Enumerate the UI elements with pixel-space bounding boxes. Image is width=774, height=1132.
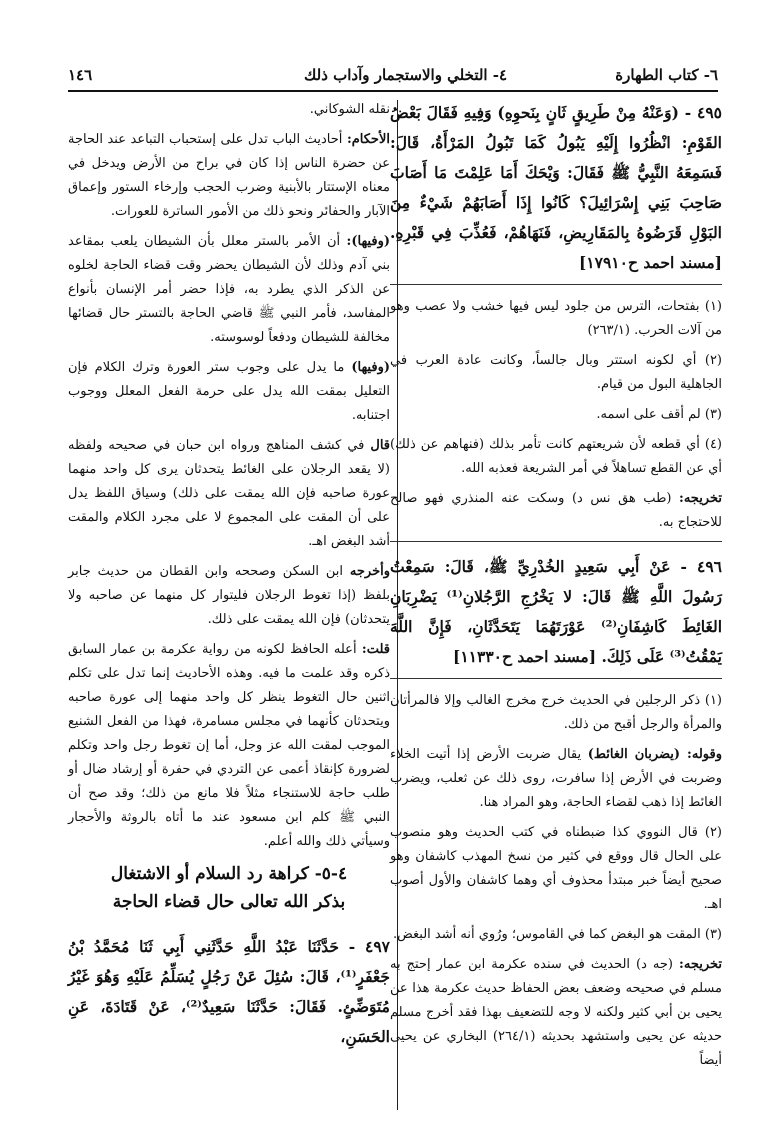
akhraja-label: وأخرجه [349, 564, 390, 579]
qawluhu-label: وقوله: (يضربان الغائط) [587, 747, 722, 762]
hadith-497: ٤٩٧ - حَدَّثَنَا عَبْدُ اللَّهِ حَدَّثَنِي أَبِي ثَنَا مُحَمَّدُ بْنُ جَعْفَرٍ⁽¹⁾، قَالَ: سُئِلَ عَنْ رَجُلٍ يُسَلِّمُ عَلَيْهِ وَهُوَ غَيْرُ مُتَوَضِّئٍ. فَقَالَ: حَدَّثَنَا سَعِيدٌ⁽²⁾، عَنْ قَتَادَةَ، عَنِ الحَسَنِ، [68, 937, 390, 1046]
right-column [390, 98, 722, 1079]
ahkam-text: أحاديث الباب تدل على إستحباب التباعد عند الحاجة عن حضرة الناس إذا كان في براح من الأرض ويدخل في معناه الإستتار بالأبنية وضرب الحجب وإرخاء الستور وإعماق الآبار والحفائر ونحو ذلك من الأمور الساترة للعورات. [68, 132, 390, 219]
hadith-495: ٤٩٥ - (وَعَنْهُ مِنْ طَرِيقٍ ثَانٍ بِنَحوِهِ) وَفِيهِ فَقَالَ بَعْضُ القَوْمِ: انْظُرُوا إِلَيْهِ يَبُولُ كَمَا تَبُولُ المَرْأَةُ، قَالَ: فَسَمِعَهُ النَّبِيُّ ﷺ فَقَالَ: وَيْحَكَ أَمَا عَلِمْتَ مَا أَصَابَ صَاحِبَ بَنِي إِسْرَائِيلَ؟ كَانُوا إِذَا أَصَابَهُمْ شَيْءٌ مِنَ البَوْلِ قَرَضُوهُ بِالمَقَارِيضِ، فَنَهَاهُمْ، فَعُذِّبَ فِي قَبْرِهِ. [مسند احمد ح١٧٩١٠] [390, 103, 722, 272]
chapter-title: ٦- كتاب الطهارة [615, 66, 718, 84]
footnote-separator-2 [390, 678, 722, 679]
footnote-496-2: (٢) قال النووي كذا ضبطناه في كتب الحديث وهو منصوب على الحال قال ووقع في كثير من نسخ المهذب كاشفان وهو صحيح أيضاً خبر مبتدأ محذوف أي وهما كاشفان والأول أصوب اهـ. [390, 825, 722, 912]
page-number: ١٤٦ [68, 66, 93, 84]
fiha-1-paragraph [68, 230, 390, 350]
qultu-label: قلت: [361, 642, 390, 657]
qala-text: في كشف المناهج ورواه ابن حبان في صحيحه ولفظه (لا يقعد الرجلان على الغائط يتحدثان يرى كل واحد منهما عورة صاحبه فإن الله يمقت على ذلك) وسياق اللفظ يدل على أن المقت على المجموع لا على مجرد الكلام والمقت أشد البغض اهـ. [68, 438, 390, 549]
ahkam-label: الأحكام: [346, 132, 390, 147]
footnote-separator [390, 284, 722, 285]
takhrij-1-text: (طب هق نس د) وسكت عنه المنذري فهو صالح للاحتجاج به. [390, 491, 722, 530]
takhrij-2 [390, 953, 722, 1073]
header-rule [68, 90, 718, 92]
footnote-1: (١) بفتحات، الترس من جلود ليس فيها خشب ولا عصب وهو من آلات الحرب. (٢٦٣/١) [390, 299, 722, 338]
qala-paragraph [68, 434, 390, 554]
hadith-separator [390, 541, 722, 542]
left-column [68, 98, 390, 1058]
fiha-1-text: أن الأمر بالستر معلل بأن الشيطان يلعب بمقاعد بني آدم وذلك لأن الشيطان يحضر وقت قضاء الحاجة لخلوه عن الذكر الذي يطرد به، فإذا حضر أمر الإنسان بأنواع المفاسد، فأمر النبي ﷺ قاضي الحاجة بالتستر حال قضائها مخالفة للشيطان ودفعاً لوسوسته. [68, 234, 390, 345]
footnote-2: (٢) أي لكونه استتر وبال جالساً، وكانت عادة العرب في الجاهلية البول من قيام. [390, 353, 722, 392]
fiha-2-paragraph [68, 356, 390, 428]
takhrij-1 [390, 487, 722, 535]
shawkani-line: نقله الشوكاني. [309, 102, 390, 117]
qultu-text: أعله الحافظ لكونه من رواية عكرمة بن عمار السابق ذكره وقد علمت ما فيه. وهذه الأحاديث إنما تدل على تكلم اثنين حال التغوط ينظر كل واحد منهما إلى عورة صاحبه ويتحدثان كأنهما في مجلس مسامرة، فهذا من الفعل الشنيع الموجب لمقت الله عز وجل، أما إن تغوط رجل واحد وتكلم لضرورة كإنقاذ أعمى عن التردي في حفرة أو إرشاد ضال أو طلب حاجة للاستنجاء مثلاً فلا مانع من ذلك؛ وقد صح أن النبي ﷺ كلم ابن مسعود عند ما أتاه بالروثة والأحجار وسيأتي ذلك والله أعلم. [68, 642, 390, 849]
takhrij-1-label: تخريجه: [679, 491, 722, 506]
footnote-3: (٣) لم أقف على اسمه. [596, 407, 722, 422]
footnote-4: (٤) أي قطعه لأن شريعتهم كانت تأمر بذلك (فنهاهم عن ذلك) أي عن القطع تساهلاً في أمر الشريعة فعذبه الله. [390, 437, 722, 476]
fiha-1-label: (وفيها): [346, 234, 390, 249]
akhraja-paragraph [68, 560, 390, 632]
takhrij-2-label: تخريجه: [679, 957, 723, 972]
qultu-paragraph [68, 638, 390, 854]
section-running-title: ٤- التخلي والاستجمار وآداب ذلك [304, 66, 508, 84]
hadith-496: ٤٩٦ - عَنْ أَبِي سَعِيدٍ الخُدْرِيِّ ﷺ، قَالَ: سَمِعْتُ رَسُولَ اللَّهِ ﷺ قَالَ: لا يَخْرُجِ الرَّجُلانِ⁽¹⁾ يَضْرِبَانِ الغَائِطَ كَاشِفَانِ⁽²⁾ عَوْرَتَهُمَا يَتَحَدَّثَانِ، فَإِنَّ اللَّهَ يَمْقُتُ⁽³⁾ عَلَى ذَلِكَ. [مسند احمد ح١١٣٣٠] [390, 557, 722, 666]
ahkam-paragraph [68, 128, 390, 224]
page-header [68, 60, 718, 92]
qawluhu-text: يقال ضربت الأرض إذا أتيت الخلاء وضربت في الأرض إذا سافرت، روى ذلك عن ثعلب، ويضرب الغائط إذا ذهب لقضاء الحاجة، وهو المراد هنا. [390, 747, 722, 810]
footnote-496-qawluhu [390, 743, 722, 815]
akhraja-text: ابن السكن وصححه وابن القطان من حديث جابر بلفظ (إذا تغوط الرجلان فليتوار كل منهما عن صاحبه ولا يتحدثان) فإن الله يمقت على ذلك. [68, 564, 390, 627]
takhrij-2-text: (جه د) الحديث في سنده عكرمة ابن عمار إحتج به مسلم في صحيحه وضعف بعض الحفاظ حديث عكرمة هذا عن يحيى بن أبي كثير ولكنه لا وجه للتضعيف بهذا فقد أخرج مسلم حديثه عن يحيى واستشهد بحديثه (٢٦٤/١) البخاري عن يحيى أيضاً [390, 957, 722, 1068]
footnote-496-3: (٣) المقت هو البغض كما في القاموس؛ ورُوي أنه أشد البغض. [392, 927, 722, 942]
section-heading-line-1: ٤-٥- كراهة رد السلام أو الاشتغال [110, 864, 348, 884]
fiha-2-text: ما يدل على وجوب ستر العورة وترك الكلام فإن التعليل بمقت الله يدل على حرمة الفعل المعلل ووجوب اجتنابه. [68, 360, 390, 423]
footnote-496-1: (١) ذكر الرجلين في الحديث خرج مخرج الغالب وإلا فالمرأتان والمرأة والرجل أقبح من ذلك. [390, 693, 722, 732]
section-heading [68, 860, 390, 916]
qala-label: قال [370, 438, 390, 453]
fiha-2-label: (وفيها) [351, 360, 390, 375]
section-heading-line-2: بذكر الله تعالى حال قضاء الحاجة [112, 892, 346, 912]
